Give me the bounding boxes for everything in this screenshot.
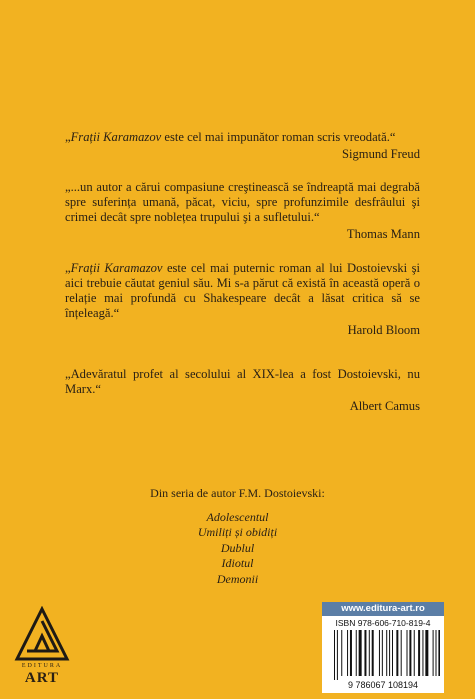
quote-book-title: Frații Karamazov	[70, 261, 163, 275]
barcode-bar	[382, 630, 383, 676]
quote-body: este cel mai impunător roman scris vreodată.“	[161, 130, 396, 144]
quote-author: Albert Camus	[349, 399, 420, 413]
series-title: Din seria de autor F.M. Dostoievski:	[150, 486, 325, 500]
barcode-bar	[422, 630, 423, 676]
quote-open-mark: „	[65, 261, 71, 275]
quote-body: „Adevăratul profet al secolului al XIX-lea a fost Dostoievski, nu Marx.“	[65, 367, 420, 396]
publisher-logo	[14, 606, 70, 692]
isbn-box	[322, 602, 444, 693]
barcode-bar	[418, 630, 420, 676]
isbn-number: ISBN 978-606-710-819-4	[335, 618, 431, 628]
series-book: Adolescentul	[206, 509, 269, 524]
quote-text	[65, 130, 420, 145]
quote-mann	[65, 180, 420, 242]
publisher-url: www.editura-art.ro	[322, 602, 444, 616]
quote-text	[65, 180, 420, 225]
publisher-name: ART	[24, 670, 60, 686]
barcode-bar	[347, 630, 348, 676]
quote-open-mark: „	[65, 130, 71, 144]
triangle-logo-icon	[14, 606, 70, 662]
barcode-bar	[386, 630, 387, 676]
barcode-bar	[372, 630, 374, 676]
barcode-digits: 9 786067 108194	[347, 680, 419, 690]
quote-body: este cel mai puternic roman al lui Dostoievski şi aici trebuie căutat geniul său. Mi s-a părut că există în această operă o relație mai profundă cu Shakespeare decât a lăsat critica să se înțeleagă.“	[65, 261, 420, 320]
barcode	[326, 630, 440, 690]
barcode-bar	[341, 630, 342, 676]
barcode-bar	[350, 630, 352, 676]
barcode-bar	[389, 630, 390, 676]
barcode-bar	[414, 630, 415, 676]
quote-author: Harold Bloom	[347, 323, 420, 337]
barcode-bar	[356, 630, 357, 676]
series-book: Idiotul	[221, 556, 254, 570]
barcode-bar	[364, 630, 366, 676]
barcode-bar	[436, 630, 437, 676]
quote-bloom	[65, 261, 420, 338]
quotes-section	[65, 130, 420, 414]
barcode-bar	[369, 630, 370, 676]
barcode-bar	[433, 630, 434, 676]
quote-body: „...un autor a cărui compasiune creştinească se îndreaptă mai degrabă spre suferința umană, păcat, viciu, spre profunzimile desfrâului şi crimei decât spre noblețea trupului şi a sufletului.“	[65, 180, 420, 224]
series-book: Dublul	[220, 540, 255, 555]
barcode-bar	[401, 630, 402, 676]
barcode-bar	[392, 630, 393, 676]
quote-camus	[65, 367, 420, 414]
barcode-bar	[407, 630, 408, 676]
quote-freud	[65, 130, 420, 162]
barcode-bar	[359, 630, 362, 676]
series-book: Demonii	[216, 571, 259, 586]
publisher-brand: EDITURA	[21, 663, 63, 669]
barcode-bar	[396, 630, 398, 676]
author-series	[0, 486, 475, 587]
quote-book-title: Frații Karamazov	[70, 130, 162, 144]
barcode-bar	[334, 630, 335, 680]
quote-author: Thomas Mann	[346, 227, 420, 241]
quote-author: Sigmund Freud	[341, 147, 420, 161]
barcode-bar	[409, 630, 411, 676]
quote-text	[65, 367, 420, 397]
barcode-bar	[438, 630, 440, 676]
barcode-bar	[425, 630, 428, 676]
quote-text	[65, 261, 420, 321]
barcode-bar	[379, 630, 380, 676]
series-book: Umiliți și obidiți	[197, 525, 278, 539]
barcode-bar	[337, 630, 338, 680]
